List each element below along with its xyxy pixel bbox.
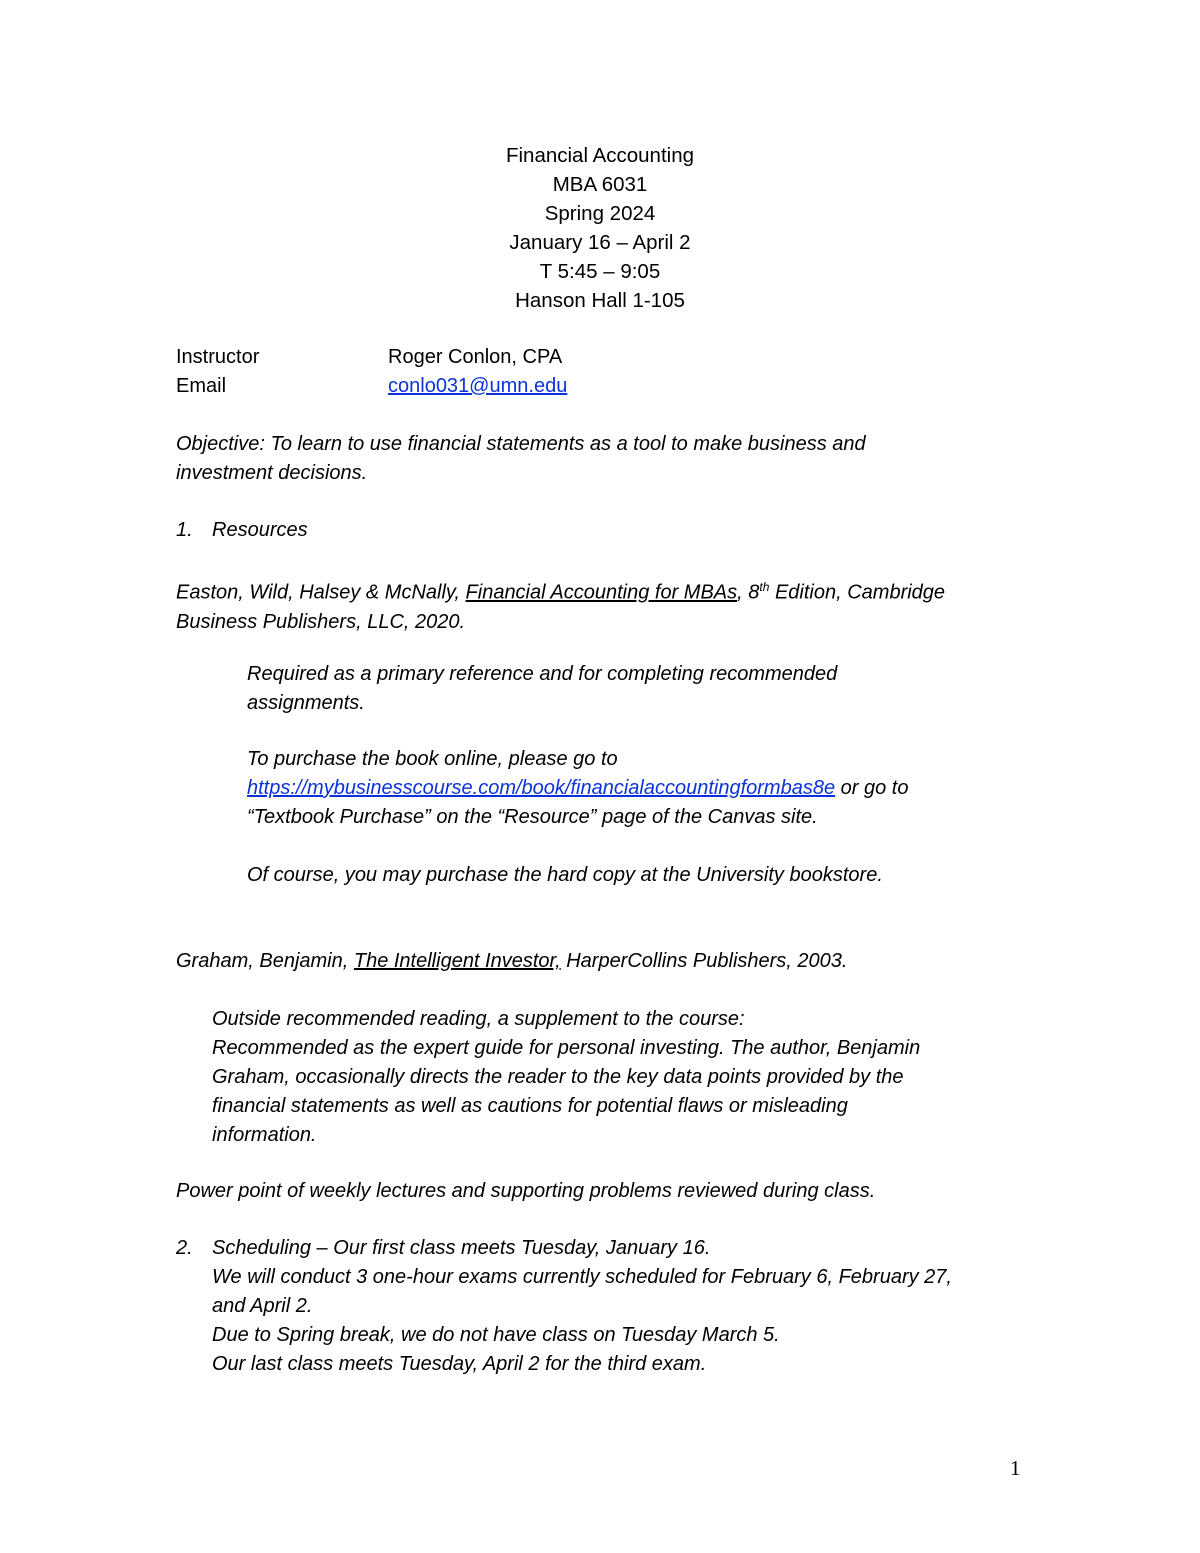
- objective: [176, 430, 866, 488]
- instructor-name: Roger Conlon, CPA: [388, 346, 563, 368]
- book1-edition-post: Edition, Cambridge: [769, 581, 946, 604]
- course-title: Financial Accounting: [505, 144, 695, 167]
- section-title: Resources: [212, 519, 308, 541]
- powerpoint-note: [176, 1177, 875, 1206]
- schedule-line: Due to Spring break, we do not have class on Tuesday March 5.: [212, 1324, 780, 1346]
- book1-citation: [176, 573, 945, 637]
- book2-line: information.: [212, 1124, 317, 1146]
- book2-line: financial statements as well as cautions for potential flaws or misleading: [212, 1095, 848, 1117]
- objective-line: Objective: To learn to use financial statements as a tool to make business and: [176, 433, 866, 455]
- book2-line: Outside recommended reading, a supplement to the course:: [212, 1008, 745, 1030]
- book2-publisher: HarperCollins Publishers, 2003.: [560, 950, 848, 972]
- required-line: assignments.: [247, 692, 365, 714]
- required-line: Required as a primary reference and for completing recommended: [247, 663, 838, 685]
- section-number: 2.: [176, 1237, 193, 1259]
- course-header: [0, 141, 1200, 315]
- book2-title: The Intelligent Investor,: [353, 950, 561, 972]
- schedule-line: Scheduling – Our first class meets Tuesday, January 16.: [212, 1237, 711, 1259]
- book1-publisher: Business Publishers, LLC, 2020.: [176, 610, 466, 633]
- purchase-after-url: or go to: [835, 777, 909, 799]
- book2-authors: Graham, Benjamin,: [176, 950, 354, 972]
- book1-authors: Easton, Wild, Halsey & McNally,: [176, 581, 466, 604]
- book2-line: Recommended as the expert guide for personal investing. The author, Benjamin: [212, 1037, 921, 1059]
- section-2: [176, 1234, 952, 1379]
- purchase-line: “Textbook Purchase” on the “Resource” page of the Canvas site.: [247, 806, 818, 828]
- schedule-line: We will conduct 3 one-hour exams currently scheduled for February 6, February 27,: [212, 1266, 952, 1288]
- section-number: 1.: [176, 519, 193, 541]
- book1-purchase: [247, 745, 908, 832]
- book2-citation: [176, 947, 847, 976]
- page-number: 1: [1010, 1456, 1021, 1480]
- purchase-line: To purchase the book online, please go to: [247, 748, 618, 770]
- hardcopy-line: Of course, you may purchase the hard copy at the University bookstore.: [247, 864, 883, 886]
- objective-line: investment decisions.: [176, 462, 368, 484]
- course-code: MBA 6031: [552, 173, 648, 196]
- email-row: [176, 372, 567, 401]
- schedule-line: and April 2.: [212, 1295, 313, 1317]
- course-location: Hanson Hall 1-105: [515, 289, 685, 312]
- book2-line: Graham, occasionally directs the reader to the key data points provided by the: [212, 1066, 904, 1088]
- book2-description: [212, 1005, 920, 1150]
- email-link[interactable]: conlo031@umn.edu: [388, 375, 568, 397]
- email-label: Email: [176, 375, 227, 397]
- instructor-row: [176, 343, 562, 372]
- course-dates: January 16 – April 2: [509, 231, 691, 254]
- book1-edition-sup: th: [759, 580, 770, 594]
- book1-hardcopy: [247, 861, 883, 890]
- purchase-url-link[interactable]: https://mybusinesscourse.com/book/financialaccountingformbas8e: [247, 777, 836, 799]
- book1-edition: , 8: [737, 581, 760, 604]
- section-1-heading: [176, 516, 308, 545]
- powerpoint-line: Power point of weekly lectures and supporting problems reviewed during class.: [176, 1180, 876, 1202]
- course-term: Spring 2024: [544, 202, 656, 225]
- instructor-label: Instructor: [176, 346, 260, 368]
- schedule-line: Our last class meets Tuesday, April 2 for the third exam.: [212, 1353, 707, 1375]
- book1-required: [247, 660, 837, 718]
- course-time: T 5:45 – 9:05: [539, 260, 661, 283]
- book1-title: Financial Accounting for MBAs: [465, 581, 738, 604]
